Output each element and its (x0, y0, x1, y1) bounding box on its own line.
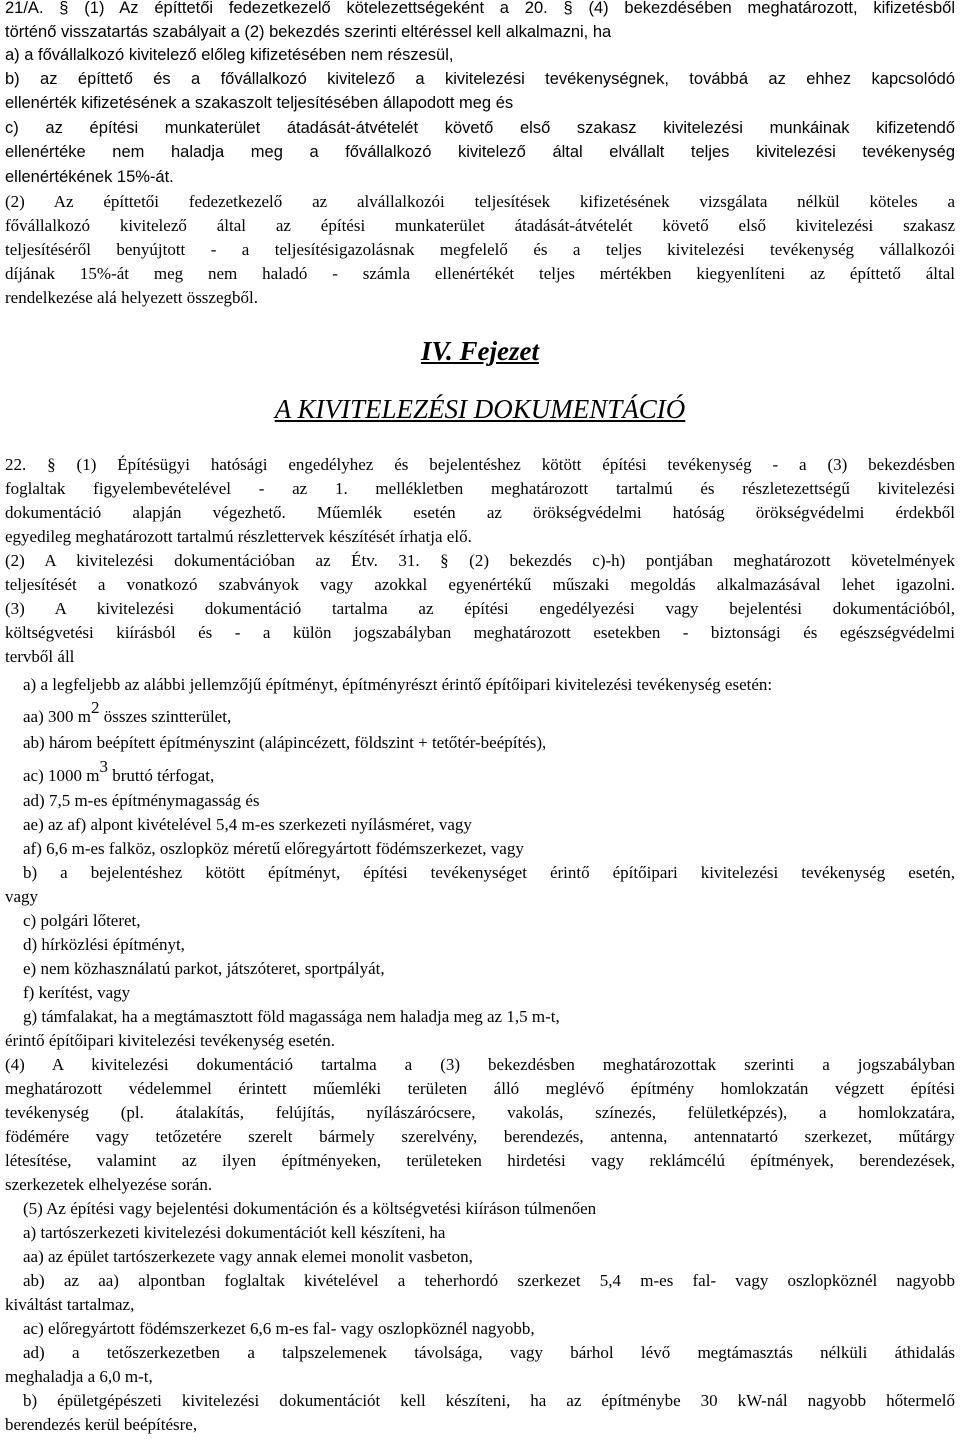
text-line: dokumentáció alapján végezhető. Műemlék esetén az örökségvédelmi hatóság örökségvédelmi érdekből (5, 503, 955, 522)
text-line: rendelkezése alá helyezett összegből. (5, 288, 258, 307)
text-line: foglaltak figyelembevételével - az 1. mellékletben meghatározott tartalmú és részletezettségű kivitelezési (5, 479, 955, 498)
text-line: (2) A kivitelezési dokumentációban az Étv. 31. § (2) bekezdés c)-h) pontjában meghatározott követelmények (5, 551, 955, 570)
list-item: d) hírközlési építményt, (23, 935, 185, 954)
text-line: 22. § (1) Építésügyi hatósági engedélyhez és bejelentéshez kötött építési tevékenység - a (3) bekezdésben (5, 455, 955, 474)
list-item (23, 698, 232, 728)
list-item: ae) az af) alpont kivételével 5,4 m-es szerkezeti nyílásméret, vagy (23, 815, 472, 834)
text-line: költségvetési kiírásból és - a külön jogszabályban meghatározott esetekben - biztonsági és egészségvédelmi (5, 623, 955, 642)
list-item: ac) előregyártott födémszerkezet 6,6 m-es fal- vagy oszlopköznél nagyobb, (23, 1319, 535, 1338)
text-line: (4) A kivitelezési dokumentáció tartalma a (3) bekezdésben meghatározottak szerinti a jogszabályban (5, 1055, 955, 1074)
list-item: e) nem közhasználatú parkot, játszóteret, sportpályát, (23, 959, 385, 978)
list-item: ad) a tetőszerkezetben a talpszelemenek távolsága, vagy bárhol lévő megtámasztás nélküli áthidalás (23, 1343, 955, 1362)
list-item: a) a legfeljebb az alábbi jellemzőjű építményt, építményrészt érintő építőipari kivitelezési tevékenység esetén: (23, 675, 773, 694)
text-line: történő visszatartás szabályait a (2) bekezdés szerinti eltéréssel kell alkalmazni, ha (5, 23, 612, 41)
text-line: érintő építőipari kivitelezési tevékenység esetén. (5, 1031, 335, 1050)
text-line: teljesítéséről benyújtott - a teljesítésigazolásnak megfelelő és a teljes kivitelezési tevékenység vállalkozói (5, 240, 955, 259)
text-line: (5) Az építési vagy bejelentési dokumentáción és a költségvetési kiíráson túlmenően (23, 1199, 597, 1218)
list-item: ad) 7,5 m-es építménymagasság és (23, 791, 260, 810)
list-item: b) épületgépészeti kivitelezési dokumentációt kell készíteni, ha az építménybe 30 kW-nál nagyobb hőtermelő (23, 1391, 955, 1410)
text-line: fővállalkozó kivitelező által az építési munkaterület átadását-átvételét követő első kivitelezési szakasz (5, 216, 955, 235)
text-line: meghaladja a 6,0 m-t, (5, 1367, 153, 1386)
list-item: b) a bejelentéshez kötött építményt, építési tevékenységet érintő építőipari kivitelezési tevékenység esetén, (23, 863, 955, 882)
text-line: tervből áll (5, 647, 75, 666)
text-line: tevékenység (pl. átalakítás, felújítás, nyílászárócsere, vakolás, színezés, felületképzés), a homlokzatára, (5, 1103, 955, 1122)
text-line: (2) Az építtetői fedezetkezelő az alvállalkozói teljesítések kifizetésének vizsgálata nélkül köteles a (5, 192, 955, 211)
text-line: teljesítését a vonatkozó szabványok vagy azokkal egyenértékű műszaki megoldás alkalmazásával lehet igazolni. (5, 575, 955, 594)
text-line: meghatározott védelemmel érintett műemléki területen álló meglévő építmény homlokzatán végzett építési (5, 1079, 955, 1098)
list-item: c) polgári lőteret, (23, 911, 141, 930)
item-text: aa) 300 m (23, 707, 91, 726)
list-item: a) tartószerkezeti kivitelezési dokumentációt kell készíteni, ha (23, 1223, 446, 1242)
superscript: 2 (90, 698, 100, 717)
list-item: f) kerítést, vagy (23, 983, 131, 1002)
text-line: ellenértéke nem haladja meg a fővállalkozó kivitelező által elvállalt teljes kivitelezési tevékenység (5, 143, 955, 161)
text-line: kiváltást tartalmaz, (5, 1295, 135, 1314)
text-line: egyedileg meghatározott tartalmú részlettervek készítését írhatja elő. (5, 527, 472, 546)
text-line: ellenérték kifizetésének a szakaszolt teljesítésében állapodott meg és (5, 94, 514, 112)
list-item (23, 757, 215, 787)
text-line: (3) A kivitelezési dokumentáció tartalma az építési engedélyezési vagy bejelentési dokumentációból, (5, 599, 955, 618)
text-line: díjának 15%-át meg nem haladó - számla ellenértékét teljes mértékben kiegyenlíteni az építtető által (5, 264, 955, 283)
text-line: berendezés kerül beépítésre, (5, 1415, 198, 1434)
list-item: aa) az épület tartószerkezete vagy annak elemei monolit vasbeton, (23, 1247, 473, 1266)
text-line: b) az építtető és a fővállalkozó kivitelező a kivitelezési tevékenységnek, továbbá az ehhez kapcsolódó (5, 70, 955, 88)
text-line: szerkezetek elhelyezése során. (5, 1175, 213, 1194)
item-text: ac) 1000 m (23, 766, 100, 785)
list-item: af) 6,6 m-es falköz, oszlopköz méretű előregyártott födémszerkezet, vagy (23, 839, 524, 858)
chapter-title: A KIVITELEZÉSI DOKUMENTÁCIÓ (274, 394, 686, 424)
superscript: 3 (99, 757, 108, 776)
item-text: bruttó térfogat, (107, 766, 215, 785)
text-line: ellenértékének 15%-át. (5, 168, 174, 186)
item-text: összes szintterület, (99, 707, 232, 726)
text-line: 21/A. § (1) Az építtetői fedezetkezelő kötelezettségeként a 20. § (4) bekezdésében meghatározott, kifizetésből (5, 0, 955, 17)
text-line: födémére vagy tetőzetére szerelt bármely szerelvény, berendezés, antenna, antennatartó szerkezet, műtárgy (5, 1127, 955, 1146)
text-line: a) a fővállalkozó kivitelező előleg kifizetésében nem részesül, (5, 46, 454, 64)
text-line: vagy (5, 887, 39, 906)
text-line: c) az építési munkaterület átadását-átvételét követő első szakasz kivitelezési munkáinak kifizetendő (5, 119, 955, 137)
text-line: létesítése, valamint az ilyen építményeken, területeken hirdetési vagy reklámcélú építmények, berendezések, (5, 1151, 955, 1170)
list-item: ab) három beépített építményszint (alápincézett, földszint + tetőtér-beépítés), (23, 733, 547, 752)
list-item: ab) az aa) alpontban foglaltak kivételével a teherhordó szerkezet 5,4 m-es fal- vagy oszlopköznél nagyobb (23, 1271, 955, 1290)
chapter-heading: IV. Fejezet (420, 336, 539, 366)
list-item: g) támfalakat, ha a megtámasztott föld magassága nem haladja meg az 1,5 m-t, (23, 1007, 560, 1026)
